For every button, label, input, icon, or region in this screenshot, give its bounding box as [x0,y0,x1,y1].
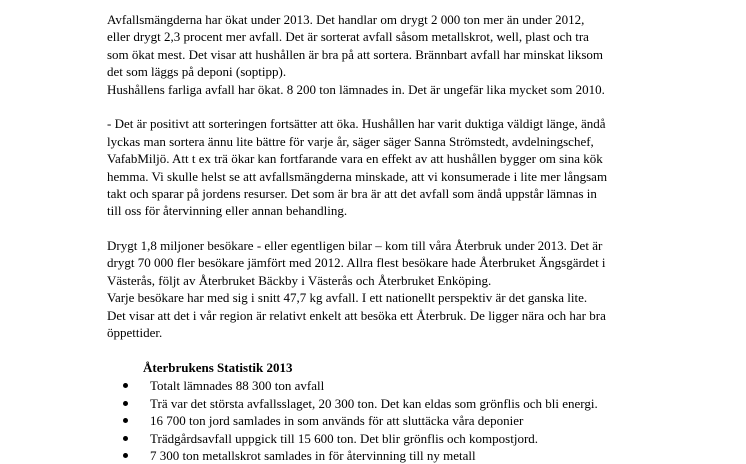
paragraph-quote [107,115,667,219]
text-line: Västerås, följt av Återbruket Bäckby i Västerås och Återbruket Enköping. [107,272,492,288]
paragraph-spacer [107,220,667,237]
text-line: som ökat mest. Det visar att hushållen är bra på att sortera. Brännbart avfall har minskat liksom [107,46,604,62]
bullet-icon [123,401,128,406]
paragraph-visitors [107,237,667,341]
text-line: VafabMiljö. Att t ex trä ökar kan fortfarande vara en effekt av att hushållen bygger om sina kök [107,151,603,167]
text-line: det som läggs på deponi (soptipp). [107,64,287,80]
document-page [107,11,667,464]
paragraph-spacer [107,98,667,115]
text-line: Hushållens farliga avfall har ökat. 8 200 ton lämnades in. Det är ungefär lika mycket som 2010. [107,81,605,97]
list-item [107,412,667,429]
text-line: Drygt 1,8 miljoner besökare - eller egentligen bilar – kom till våra Återbruk under 2013. Det är [107,238,603,254]
statistics-heading: Återbrukens Statistik 2013 [143,360,293,376]
text-line: - Det är positivt att sorteringen fortsätter att öka. Hushållen har varit duktiga väldigt länge, ändå [107,116,606,132]
list-item [107,395,667,412]
text-line: takt och sparar på jordens resurser. Det som är bra är att det avfall som ändå uppstår lämnas in [107,185,597,201]
text-line: Avfallsmängderna har ökat under 2013. Det handlar om drygt 2 000 ton mer än under 2012, [107,12,585,27]
statistics-list [107,377,667,464]
text-line: Varje besökare har med sig i snitt 47,7 kg avfall. I ett nationellt perspektiv är det ganska lite. [107,290,588,306]
text-line: lyckas man sortera ännu lite bättre för varje år, säger säger Sanna Strömstedt, avdelningschef, [107,133,594,149]
text-line: Det visar att det i vår region är relativt enkelt att besöka ett Återbruk. De ligger nära och har bra [107,307,606,323]
text-line: eller drygt 2,3 procent mer avfall. Det är sorterat avfall såsom metallskrot, well, plast och tra [107,29,589,45]
text-line: till oss för återvinning eller annan behandling. [107,203,348,219]
list-item [107,430,667,447]
list-item-text: Trädgårdsavfall uppgick till 15 600 ton. Det blir grönflis och kompostjord. [150,430,539,446]
bullet-icon [123,383,128,388]
text-line: drygt 70 000 fler besökare jämfört med 2012. Allra flest besökare hade Återbruket Ängsgärdet i [107,255,606,271]
list-item-text: Trä var det största avfallsslaget, 20 300 ton. Det kan eldas som grönflis och bli energi. [150,395,598,411]
list-item-text: Totalt lämnades 88 300 ton avfall [150,378,325,394]
list-item [107,377,667,394]
text-line: hemma. Vi skulle helst se att avfallsmängderna minskade, att vi konsumerade i lite mer långsam [107,168,608,184]
bullet-icon [123,436,128,441]
paragraph-waste-volumes [107,11,667,98]
list-item-text: 16 700 ton jord samlades in som används för att sluttäcka våra deponier [150,413,524,429]
list-item-text: 7 300 ton metallskrot samlades in för återvinning till ny metall [150,447,476,463]
list-item [107,447,667,464]
text-line: öppettider. [107,325,163,341]
paragraph-spacer [107,341,667,355]
bullet-icon [123,453,128,458]
